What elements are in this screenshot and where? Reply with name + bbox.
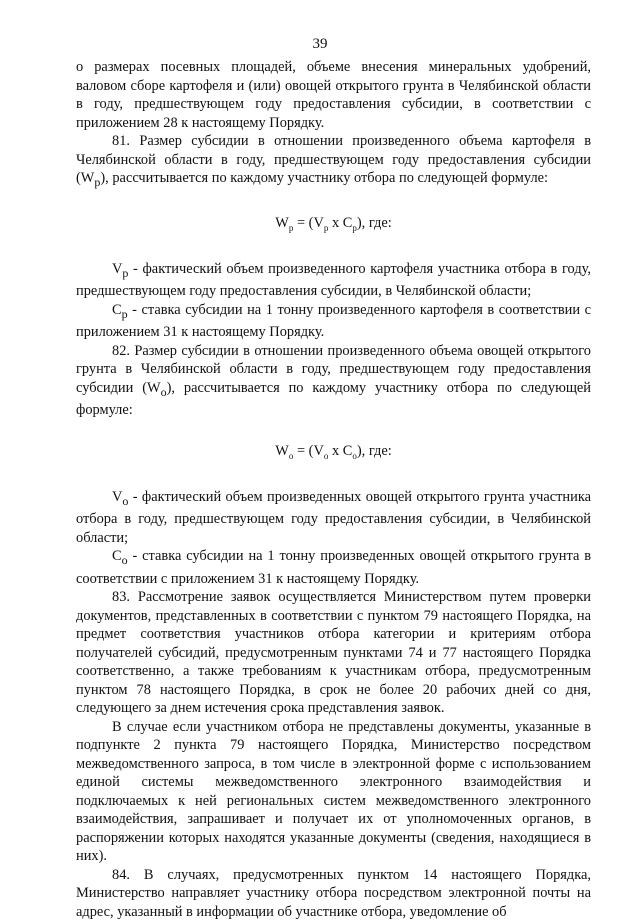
page-body [76,58,591,921]
paragraph-84: 84. В случаях, предусмотренных пунктом 14 настоящего Порядка, Министерство направляет участнику отбора посредством электронной почты на адрес, указанный в информации об участнике отбора, уведомление об [76,866,591,921]
paragraph-cp-definition: $C_р$ - ставка субсидии на 1 тонну произведенного картофеля в соответствии с приложением 31 к настоящему Порядку. [76,301,591,342]
formula-potato: $W_р = (V_р$ х $C_р$), где: [76,214,591,237]
paragraph-vo-definition: $V_о$ - фактический объем произведенных овощей открытого грунта участника отбора в году, предшествующем году предоставления субсидии, в Челябинской области; [76,488,591,547]
paragraph-82: 82. Размер субсидии в отношении произведенного объема овощей открытого грунта в Челябинской области в году, предшествующем году предоставления субсидии $(W_о)$, рассчитывается по каждому участнику отбора по следующей формуле: [76,342,591,420]
page-number: 39 [0,36,640,53]
paragraph-vp-definition: $V_р$ - фактический объем произведенного картофеля участника отбора в году, предшествующем году предоставления субсидии, в Челябинской области; [76,260,591,301]
paragraph-81: 81. Размер субсидии в отношении произведенного объема картофеля в Челябинской области в году, предшествующем году предоставления субсидии $(W_р)$, рассчитывается по каждому участнику отбора по следующей формуле: [76,132,591,191]
paragraph-83: 83. Рассмотрение заявок осуществляется Министерством путем проверки документов, представленных в соответствии с пунктом 79 настоящего Порядка, на предмет соответствия участников отбора категории и критериям отбора получателей субсидий, предусмотренным пунктами 74 и 77 настоящего Порядка соответственно, а также требованиям к участникам отбора, предусмотренным пунктом 78 настоящего Порядка, в срок не более 20 рабочих дней со дня, следующего за днем истечения срока представления заявок. [76,588,591,718]
formula-vegetables: $W_о = (V_о$ х $C_о$), где: [76,442,591,465]
paragraph-interagency-request: В случае если участником отбора не представлены документы, указанные в подпункте 2 пункта 79 настоящего Порядка, Министерство посредством межведомственного запроса, в том числе в электронной форме с использованием единой системы межведомственного электронного взаимодействия и подключаемых к ней региональных систем межведомственного электронного взаимодействия, запрашивает и получает их от уполномоченных органов, в распоряжении которых находятся указанные документы (сведения, находящиеся в них). [76,718,591,866]
paragraph-co-definition: $C_о$ - ставка субсидии на 1 тонну произведенных овощей открытого грунта в соответствии с приложением 31 к настоящему Порядку. [76,547,591,588]
paragraph-continuation: о размерах посевных площадей, объеме внесения минеральных удобрений, валовом сборе картофеля и (или) овощей открытого грунта в Челябинской области в году, предшествующем году предоставления субсидии, в соответствии с приложением 28 к настоящему Порядку. [76,58,591,132]
